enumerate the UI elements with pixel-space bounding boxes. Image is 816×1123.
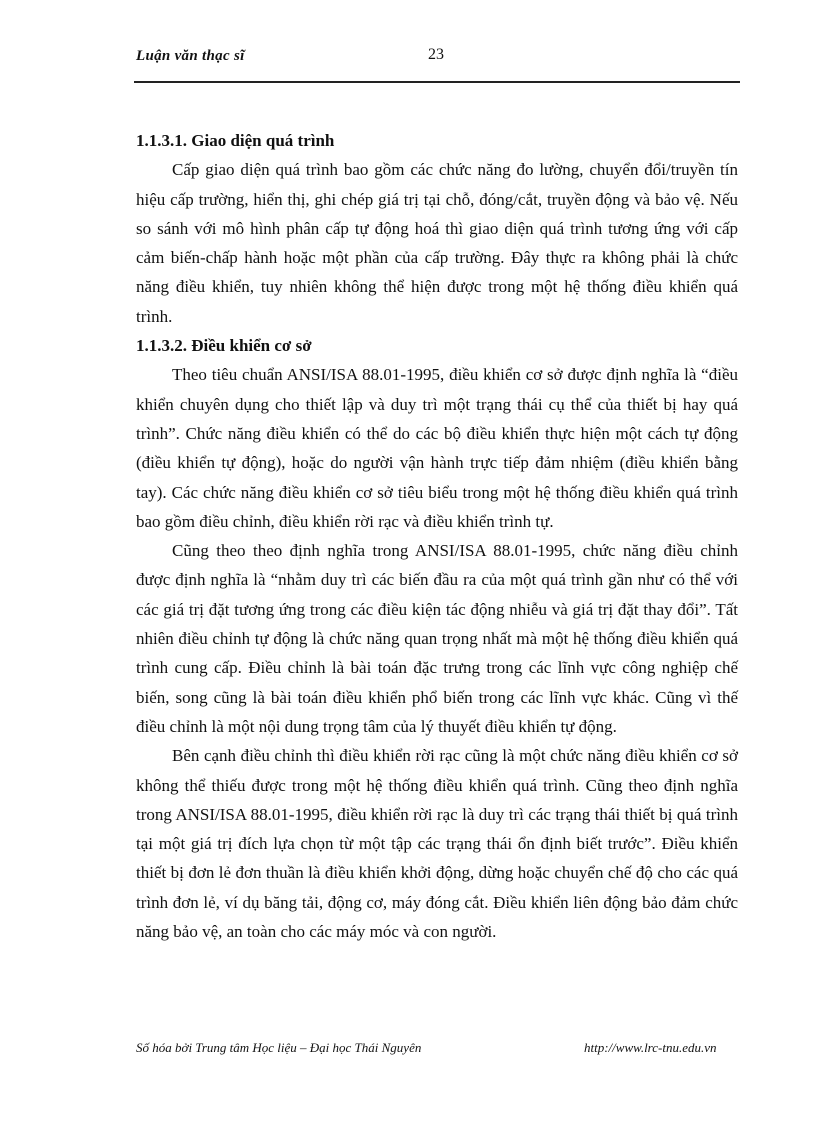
paragraph: Theo tiêu chuẩn ANSI/ISA 88.01-1995, điều khiển cơ sở được định nghĩa là “điều khiển chuyên dụng cho thiết lập và duy trì một trạng thái cụ thể của thiết bị hay quá trình”. Chức năng điều khiển có thể do các bộ điều khiển thực hiện một cách tự động (điều khiển tự động), hoặc do người vận hành trực tiếp đảm nhiệm (điều khiển bằng tay). Các chức năng điều khiển cơ sở tiêu biểu trong một hệ thống điều khiển quá trình bao gồm điều chỉnh, điều khiển rời rạc và điều khiển trình tự.: [136, 365, 738, 531]
paragraph: Bên cạnh điều chỉnh thì điều khiển rời rạc cũng là một chức năng điều khiển cơ sở không thể thiếu được trong một hệ thống điều khiển quá trình. Cũng theo định nghĩa trong ANSI/ISA 88.01-1995, điều khiển rời rạc là duy trì các trạng thái thiết bị quá trình tại một giá trị đích lựa chọn từ một tập các trạng thái ổn định biết trước”. Điều khiển thiết bị đơn lẻ đơn thuần là điều khiển khởi động, dừng hoặc chuyển chế độ cho các quá trình đơn lẻ, ví dụ băng tải, động cơ, máy đóng cắt. Điều khiển liên động bảo đảm chức năng bảo vệ, an toàn cho các máy móc và con người.: [136, 746, 738, 942]
page-body: [136, 126, 738, 946]
section-heading-process-interface: 1.1.3.1. Giao diện quá trình: [136, 131, 335, 150]
footer-source-text: Số hóa bởi Trung tâm Học liệu – Đại học Thái Nguyên: [136, 1040, 422, 1055]
footer-url: http://www.lrc-tnu.edu.vn: [584, 1040, 717, 1055]
paragraph: Cũng theo theo định nghĩa trong ANSI/ISA 88.01-1995, chức năng điều chỉnh được định nghĩa là “nhằm duy trì các biến đầu ra của một quá trình gần như có thể với các giá trị đặt tương ứng trong các điều kiện tác động nhiễu và giá trị đặt thay đổi”. Tất nhiên điều chỉnh tự động là chức năng quan trọng nhất mà một hệ thống điều khiển quá trình cung cấp. Điều chỉnh là bài toán đặc trưng trong các lĩnh vực công nghiệp chế biến, song cũng là bài toán điều khiển phổ biến trong các lĩnh vực khác. Cũng vì thế điều chỉnh là một nội dung trọng tâm của lý thuyết điều khiển tự động.: [136, 541, 738, 736]
page-number: 23: [428, 46, 444, 63]
section-heading-basic-control: 1.1.3.2. Điều khiển cơ sở: [136, 336, 312, 356]
header-divider: [134, 81, 740, 83]
paragraph: Cấp giao diện quá trình bao gồm các chức năng đo lường, chuyển đổi/truyền tín hiệu cấp trường, hiển thị, ghi chép giá trị tại chỗ, đóng/cắt, truyền động và bảo vệ. Nếu so sánh với mô hình phân cấp tự động hoá thì giao diện quá trình tương ứng với cấp cảm biến-chấp hành hoặc một phần của cấp trường. Đây thực ra không phải là chức năng điều khiển, tuy nhiên không thể hiện được trong một hệ thống điều khiển quá trình.: [136, 160, 738, 326]
header-title: Luận văn thạc sĩ: [136, 48, 245, 64]
